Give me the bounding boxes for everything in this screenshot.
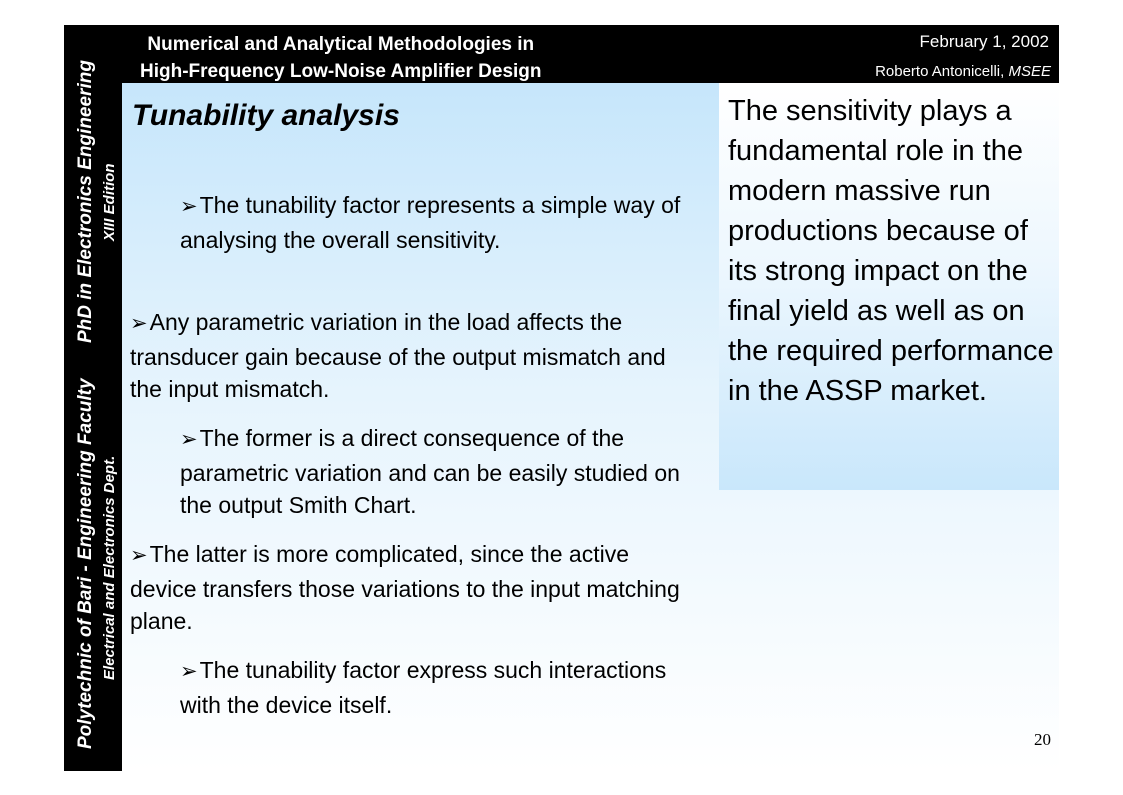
presentation-title-line-1: Numerical and Analytical Methodologies in [147,34,535,55]
bullet-arrow-icon: ➢ [180,660,198,683]
bullet-text: The tunability factor represents a simple way of analysing the overall sensitivity. [180,192,681,253]
sidebar-edition: XIII Edition [101,163,118,241]
page-number: 20 [1034,730,1051,749]
slide [64,25,1059,771]
bullet-arrow-icon: ➢ [180,195,198,218]
bullet-item [180,189,700,256]
callout-text: The sensitivity plays a fundamental role in the modern massive run productions because of its strong impact on the final yield as well as on the required performance in the ASSP market. [728,95,1054,407]
author-name: Roberto Antonicelli, [875,63,1009,80]
slide-title: Tunability analysis [132,99,400,132]
bullet-arrow-icon: ➢ [180,428,198,451]
bullet-text: Any parametric variation in the load affects the transducer gain because of the output mismatch and the input mismatch. [130,309,666,402]
bullet-item [180,422,700,522]
header-bar [122,25,1059,83]
callout-box [719,83,1059,490]
presentation-title-line-2: High-Frequency Low-Noise Amplifier Design [140,61,542,82]
bullet-item [130,306,690,406]
sidebar-university: Polytechnic of Bari - Engineering Faculty [75,378,96,749]
bullet-arrow-icon: ➢ [130,544,148,567]
sidebar-department: Electrical and Electronics Dept. [101,455,118,680]
bullet-text: The former is a direct consequence of the parametric variation and can be easily studied on the output Smith Chart. [180,425,680,518]
presentation-title [140,31,542,85]
presentation-date: February 1, 2002 [919,32,1049,51]
author-credential: MSEE [1008,63,1051,80]
slide-content [122,83,1059,771]
bullet-item [180,654,700,721]
bullet-arrow-icon: ➢ [130,312,148,335]
bullet-text: The latter is more complicated, since the active device transfers those variations to the input matching plane. [130,541,680,634]
sidebar [64,25,122,771]
presentation-author [875,63,1051,80]
sidebar-program: PhD in Electronics Engineering [75,60,96,343]
bullet-item [130,538,690,638]
bullet-text: The tunability factor express such interactions with the device itself. [180,657,667,718]
